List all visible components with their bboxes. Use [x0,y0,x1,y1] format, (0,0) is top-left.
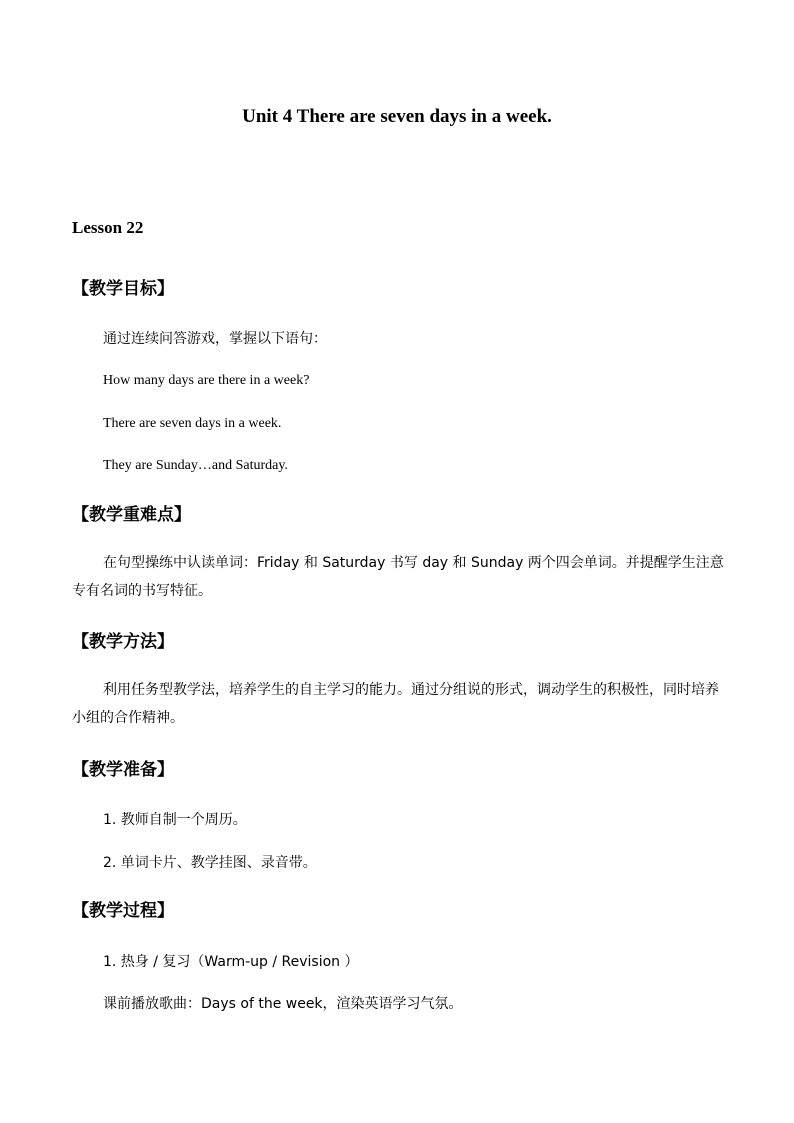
preparation-item: 1. 教师自制一个周历。 [103,812,247,828]
section-heading-methods: 【教学方法】 [72,632,174,652]
section-heading-key-points: 【教学重难点】 [72,505,191,525]
key-points-paragraph: 在句型操练中认读单词：Friday 和 Saturday 书写 day 和 Sunday 两个四会单词。并提醒学生注意专有名词的书写特征。 [72,555,724,599]
page-title: Unit 4 There are seven days in a week. [242,106,552,127]
process-step: 1. 热身 / 复习（Warm-up / Revision ） [103,954,359,970]
section-heading-preparation: 【教学准备】 [72,760,174,780]
objective-sentence: There are seven days in a week. [103,416,282,431]
section-heading-objectives: 【教学目标】 [72,279,174,299]
preparation-item: 2. 单词卡片、教学挂图、录音带。 [103,855,317,871]
methods-paragraph: 利用任务型教学法，培养学生的自主学习的能力。通过分组说的形式，调动学生的积极性，同时培养小组的合作精神。 [72,682,719,726]
objectives-intro: 通过连续问答游戏，掌握以下语句： [103,331,327,347]
process-step-detail: 课前播放歌曲：Days of the week，渲染英语学习气氛。 [103,996,463,1012]
lesson-label: Lesson 22 [72,218,144,237]
objective-sentence: How many days are there in a week? [103,373,310,388]
section-heading-process: 【教学过程】 [72,901,174,921]
objective-sentence: They are Sunday…and Saturday. [103,458,288,473]
